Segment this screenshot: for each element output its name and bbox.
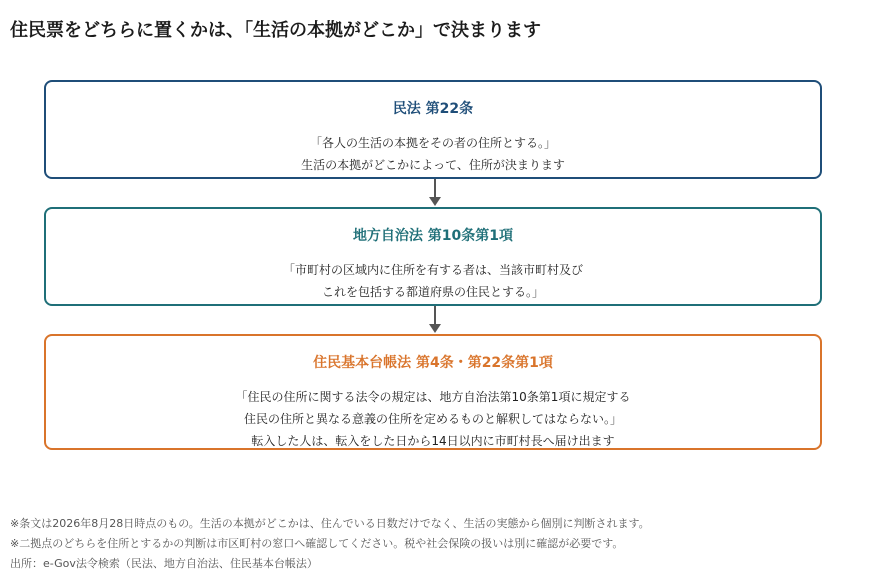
down-arrow-icon [427, 306, 443, 334]
civil-code-line: 生活の本拠がどこかによって、住所が決まります [301, 158, 565, 172]
basic-resident-register-act-line: 転入した人は、転入をした日から14日以内に市町村長へ届け出ます [251, 434, 615, 448]
basic-resident-register-act-line: 「住民の住所に関する法令の規定は、地方自治法第10条第1項に規定する [235, 390, 631, 404]
civil-code-heading: 民法 第22条 [392, 101, 474, 117]
basic-resident-register-act-line: 住民の住所と異なる意義の住所を定めるものと解釈してはならない。」 [243, 412, 622, 426]
basic-resident-register-act-box [44, 334, 822, 450]
civil-code-line: 「各人の生活の本拠をその者の住所とする。」 [309, 136, 556, 150]
footnotes [10, 514, 650, 574]
civil-code-box [44, 80, 822, 179]
footnote: ※条文は2026年8月28日時点のもの。生活の本拠がどこかは、住んでいる日数だけでなく、生活の実態から個別に判断されます。 [10, 517, 650, 530]
basic-resident-register-act-text [46, 386, 820, 452]
civil-code-text [46, 132, 820, 176]
local-autonomy-act-heading: 地方自治法 第10条第1項 [352, 228, 514, 244]
down-arrow-icon [427, 179, 443, 207]
local-autonomy-act-box [44, 207, 822, 306]
basic-resident-register-act-heading: 住民基本台帳法 第4条・第22条第1項 [313, 355, 553, 371]
page-title: 住民票をどちらに置くかは、「生活の本拠がどこか」で決まります [10, 20, 541, 41]
local-autonomy-act-line: これを包括する都道府県の住民とする。」 [321, 285, 544, 299]
source-note: 出所：e-Gov法令検索（民法、地方自治法、住民基本台帳法） [10, 557, 318, 570]
local-autonomy-act-line: 「市町村の区域内に住所を有する者は、当該市町村及び [282, 263, 583, 277]
footnote: ※二拠点のどちらを住所とするかの判断は市区町村の窓口へ確認してください。税や社会保険の扱いは別に確認が必要です。 [10, 537, 624, 550]
local-autonomy-act-text [46, 259, 820, 303]
